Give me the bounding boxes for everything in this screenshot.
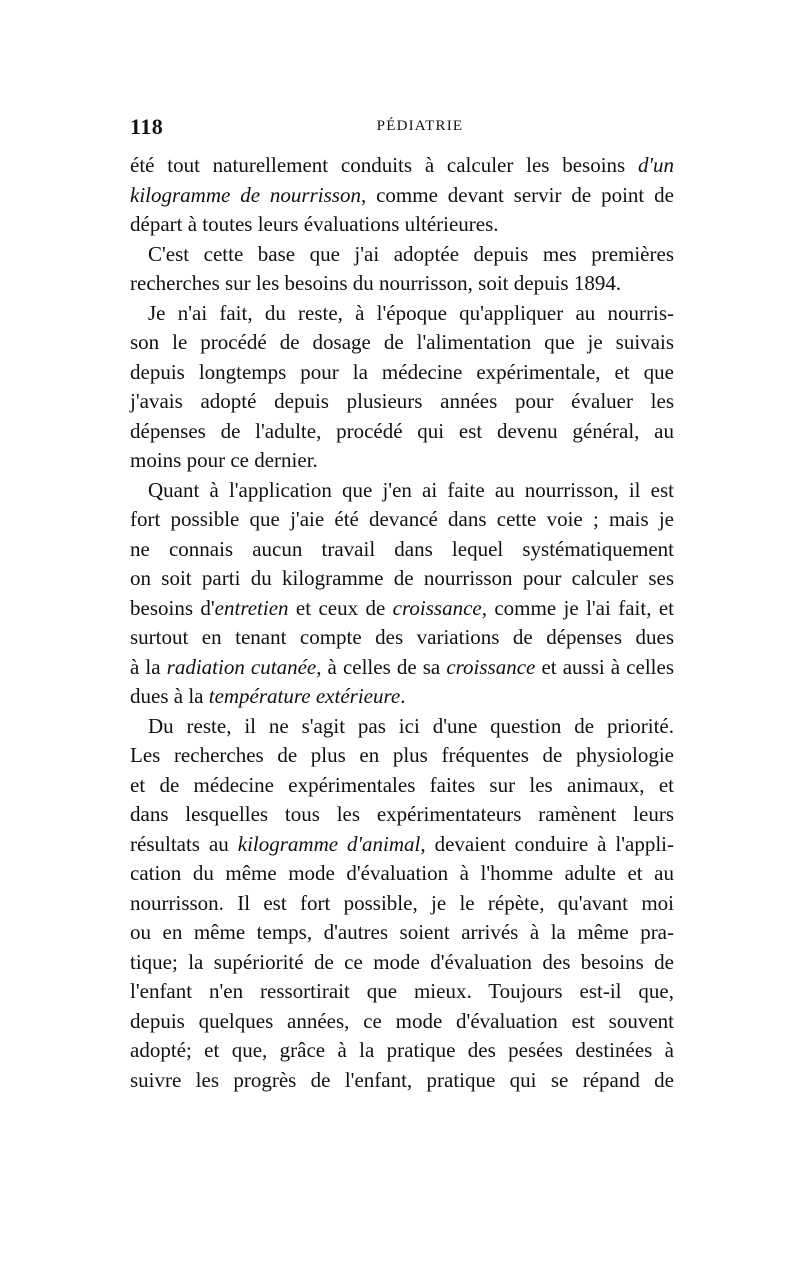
text-line <box>130 623 674 653</box>
page-header <box>130 114 674 144</box>
text-segment: fort possible que j'aie été devancé dans cette voie ; mais je <box>130 507 674 531</box>
text-line <box>130 889 674 919</box>
text-segment: j'avais adopté depuis plusieurs années pour évaluer les <box>130 389 674 413</box>
text-segment: adopté; et que, grâce à la pratique des pesées destinées à <box>130 1038 674 1062</box>
text-line <box>130 918 674 948</box>
text-segment: Je n'ai fait, du reste, à l'époque qu'appliquer au nourris- <box>148 300 674 325</box>
text-line <box>130 977 674 1007</box>
italic-text: kilogramme d'animal <box>237 831 421 856</box>
text-line <box>130 800 674 830</box>
italic-text: d'un <box>638 153 674 177</box>
text-segment: depuis longtemps pour la médecine expérimentale, et que <box>130 359 674 384</box>
text-line <box>130 830 674 860</box>
text-line <box>130 1007 674 1037</box>
text-line <box>130 948 674 978</box>
text-segment: Les recherches de plus en plus fréquentes de physiologie <box>130 743 674 767</box>
text-segment: nourrisson. Il est fort possible, je le répète, qu'avant moi <box>130 890 674 915</box>
text-line <box>130 859 674 889</box>
text-segment: été tout naturellement conduits à calculer les besoins <box>130 153 638 177</box>
text-segment: , devaient conduire à l'appli- <box>420 831 674 856</box>
text-line <box>130 1066 674 1096</box>
paragraph <box>130 299 674 476</box>
text-segment: départ à toutes leurs évaluations ultérieures. <box>130 212 499 236</box>
text-segment: moins pour ce dernier. <box>130 448 318 472</box>
text-line <box>130 210 674 240</box>
text-segment: , comme devant servir de point de <box>360 182 674 207</box>
text-segment: on soit parti du kilogramme de nourrisson pour calculer ses <box>130 566 674 590</box>
text-line <box>130 771 674 801</box>
italic-text: croissance <box>446 654 536 679</box>
paragraph <box>130 151 674 240</box>
text-line <box>130 328 674 358</box>
text-segment: , à celles de sa <box>316 654 447 679</box>
body-text <box>130 151 674 1095</box>
text-segment: résultats au <box>130 831 238 856</box>
text-segment: recherches sur les besoins du nourrisson, soit depuis 1894. <box>130 271 622 295</box>
text-line <box>130 387 674 417</box>
text-line <box>130 151 674 181</box>
text-line <box>130 299 674 329</box>
text-line <box>130 269 674 299</box>
italic-text: kilogramme de nourrisson <box>130 182 361 207</box>
text-segment: besoins d' <box>130 595 215 620</box>
text-segment: . <box>400 684 406 708</box>
italic-text: température extérieure <box>208 684 401 708</box>
text-line <box>130 682 674 712</box>
text-segment: dues à la <box>130 684 209 708</box>
text-line <box>130 476 674 506</box>
text-segment: et de médecine expérimentales faites sur les animaux, et <box>130 772 674 797</box>
text-segment: l'enfant n'en ressortirait que mieux. Toujours est-il que, <box>130 979 674 1003</box>
text-line <box>130 417 674 447</box>
text-line <box>130 181 674 211</box>
paragraph <box>130 240 674 299</box>
text-line <box>130 240 674 270</box>
italic-text: radiation cutanée <box>166 654 317 679</box>
text-line <box>130 1036 674 1066</box>
text-segment: son le procédé de dosage de l'alimentation que je suivais <box>130 330 674 354</box>
text-segment: suivre les progrès de l'enfant, pratique qui se répand de <box>130 1067 674 1092</box>
text-segment: dans lesquelles tous les expérimentateurs ramènent leurs <box>130 802 674 826</box>
text-line <box>130 741 674 771</box>
running-title: PÉDIATRIE <box>376 118 464 134</box>
italic-text: croissance <box>392 595 482 620</box>
text-segment: surtout en tenant compte des variations de dépenses dues <box>130 625 674 649</box>
text-segment: et aussi à celles <box>535 654 674 679</box>
text-segment: ou en même temps, d'autres soient arrivés à la même pra- <box>130 920 674 944</box>
text-segment: C'est cette base que j'ai adoptée depuis mes premières <box>148 241 674 266</box>
text-line <box>130 446 674 476</box>
text-segment: , comme je l'ai fait, et <box>481 595 674 620</box>
text-line <box>130 712 674 742</box>
text-segment: Quant à l'application que j'en ai faite au nourrisson, il est <box>148 477 674 502</box>
text-segment: Du reste, il ne s'agit pas ici d'une question de priorité. <box>148 713 674 738</box>
text-segment: à la <box>130 654 167 679</box>
text-line <box>130 653 674 683</box>
paragraph <box>130 712 674 1096</box>
text-segment: dépenses de l'adulte, procédé qui est devenu général, au <box>130 418 674 443</box>
text-segment: depuis quelques années, ce mode d'évaluation est souvent <box>130 1008 674 1033</box>
text-line <box>130 358 674 388</box>
page-number: 118 <box>130 114 164 139</box>
text-segment: ne connais aucun travail dans lequel systématiquement <box>130 536 674 561</box>
paragraph <box>130 476 674 712</box>
italic-text: entretien <box>214 595 289 620</box>
text-line <box>130 564 674 594</box>
text-segment: cation du même mode d'évaluation à l'homme adulte et au <box>130 861 674 885</box>
text-segment: tique; la supériorité de ce mode d'évaluation des besoins de <box>130 949 674 974</box>
text-line <box>130 594 674 624</box>
text-line <box>130 535 674 565</box>
text-line <box>130 505 674 535</box>
text-segment: et ceux de <box>288 595 393 620</box>
